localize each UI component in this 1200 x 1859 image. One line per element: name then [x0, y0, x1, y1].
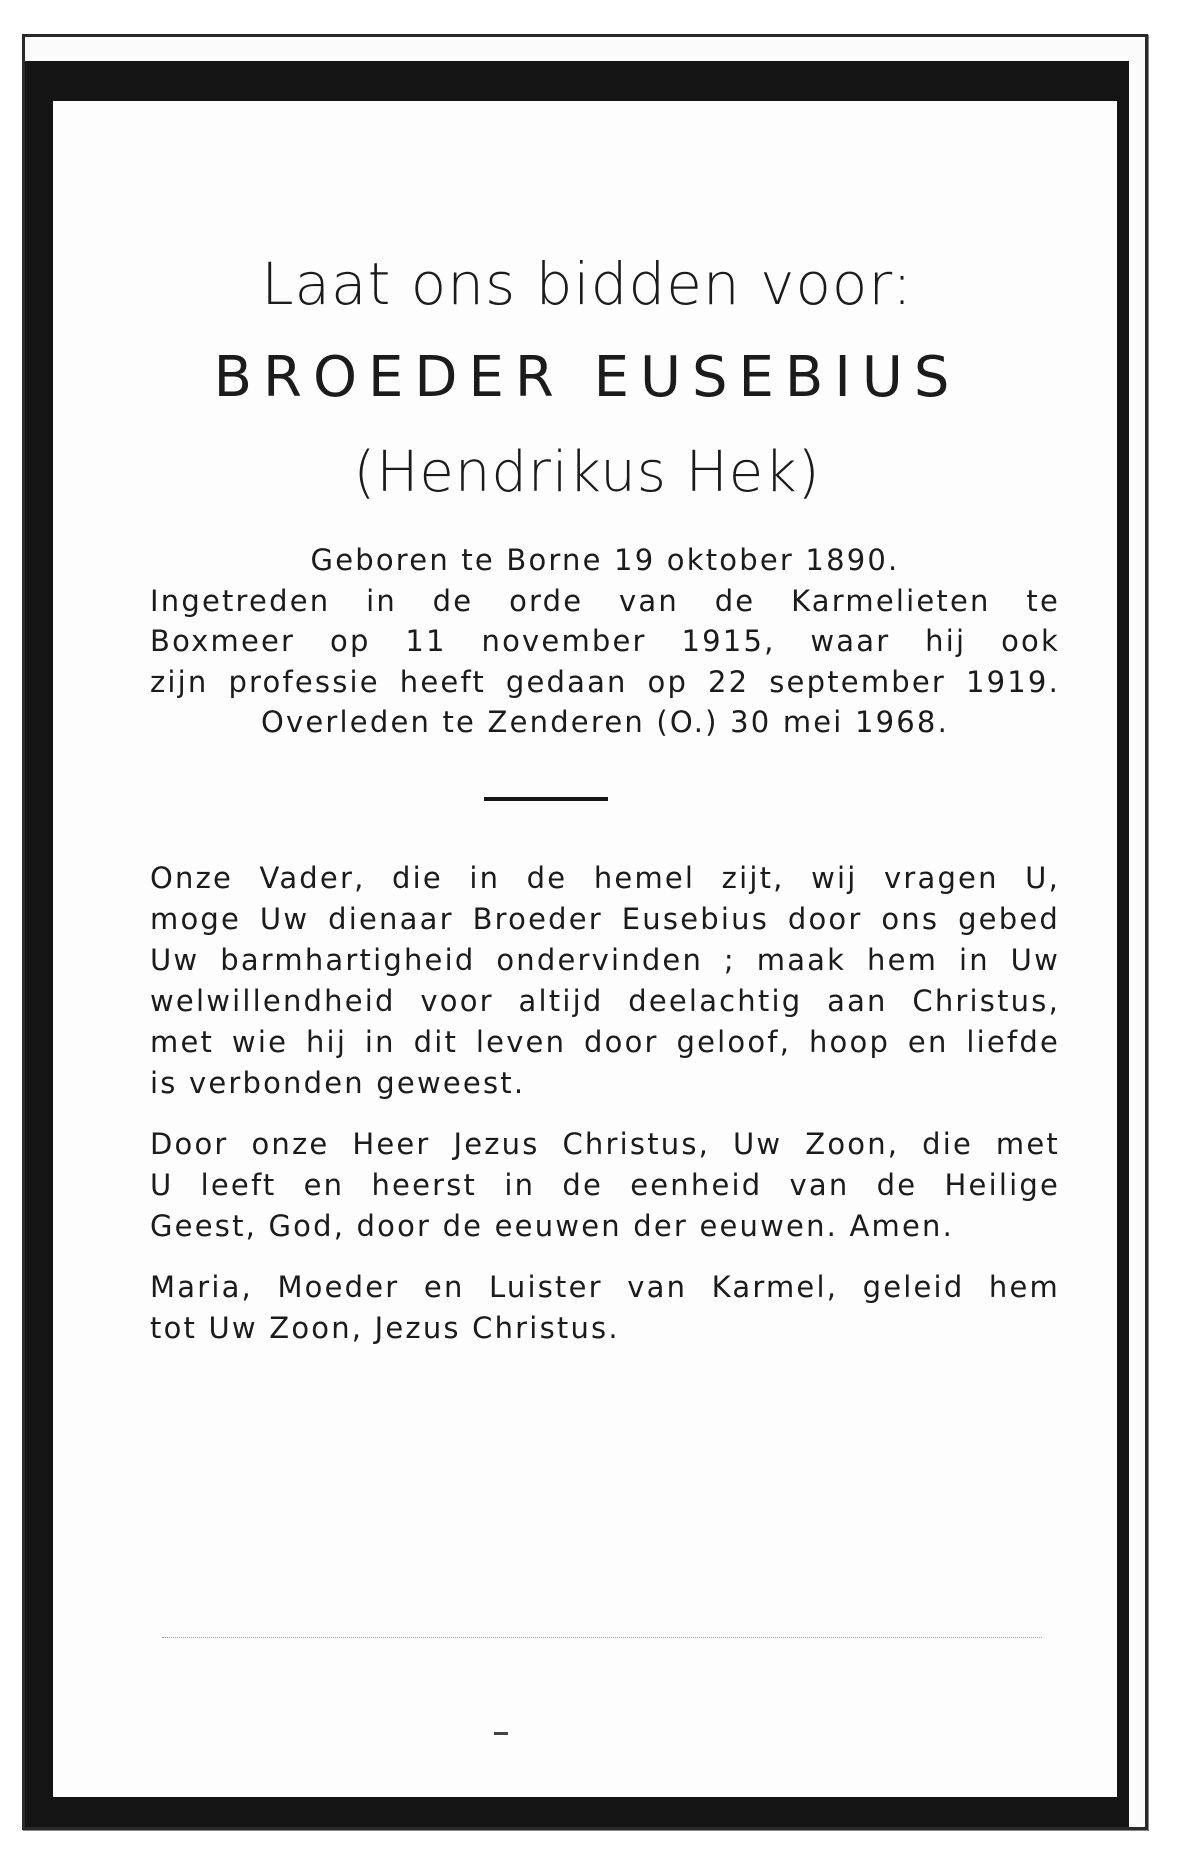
death-line: Overleden te Zenderen (O.) 30 mei 1968.	[260, 705, 950, 739]
prayer-paragraph	[150, 858, 1060, 1104]
divider-rule	[484, 797, 608, 801]
bio-line: Ingetreden in de orde van de Karmelieten te	[150, 583, 1060, 618]
intro-heading: Laat ons bidden voor:	[261, 250, 913, 318]
prayer-line: met wie hij in dit leven door geloof, hoop en liefde	[150, 1025, 1060, 1059]
prayer-line: welwillendheid voor altijd deelachtig aan Christus,	[150, 984, 1060, 1018]
bio-line: Boxmeer op 11 november 1915, waar hij ook	[150, 624, 1060, 658]
prayer-line: Uw barmhartigheid ondervinden ; maak hem in Uw	[150, 943, 1060, 977]
biography	[150, 540, 1060, 743]
prayer-line: tot Uw Zoon, Jezus Christus.	[150, 1311, 620, 1345]
prayer-line: Door onze Heer Jezus Christus, Uw Zoon, die met	[150, 1127, 1060, 1161]
religious-name: BROEDER EUSEBIUS	[213, 345, 961, 410]
prayer-line: U leeft en heerst in de eenheid van de Heilige	[150, 1168, 1060, 1202]
faint-dotted-line	[162, 1637, 1042, 1638]
print-mark	[494, 1732, 508, 1735]
prayer-line: Onze Vader, die in de hemel zijt, wij vragen U,	[150, 861, 1060, 895]
civil-name: (Hendrikus Hek)	[353, 440, 821, 505]
prayer-text	[150, 858, 1060, 1349]
bio-line: zijn professie heeft gedaan op 22 september 1919.	[150, 664, 1060, 699]
birth-line: Geboren te Borne 19 oktober 1890.	[310, 543, 900, 577]
prayer-line: is verbonden geweest.	[150, 1066, 526, 1100]
prayer-line: Maria, Moeder en Luister van Karmel, geleid hem	[150, 1270, 1060, 1304]
prayer-paragraph	[150, 1124, 1060, 1247]
prayer-line: Geest, God, door de eeuwen der eeuwen. Amen.	[150, 1209, 955, 1243]
prayer-line: moge Uw dienaar Broeder Eusebius door ons gebed	[150, 902, 1060, 936]
prayer-paragraph	[150, 1267, 1060, 1349]
